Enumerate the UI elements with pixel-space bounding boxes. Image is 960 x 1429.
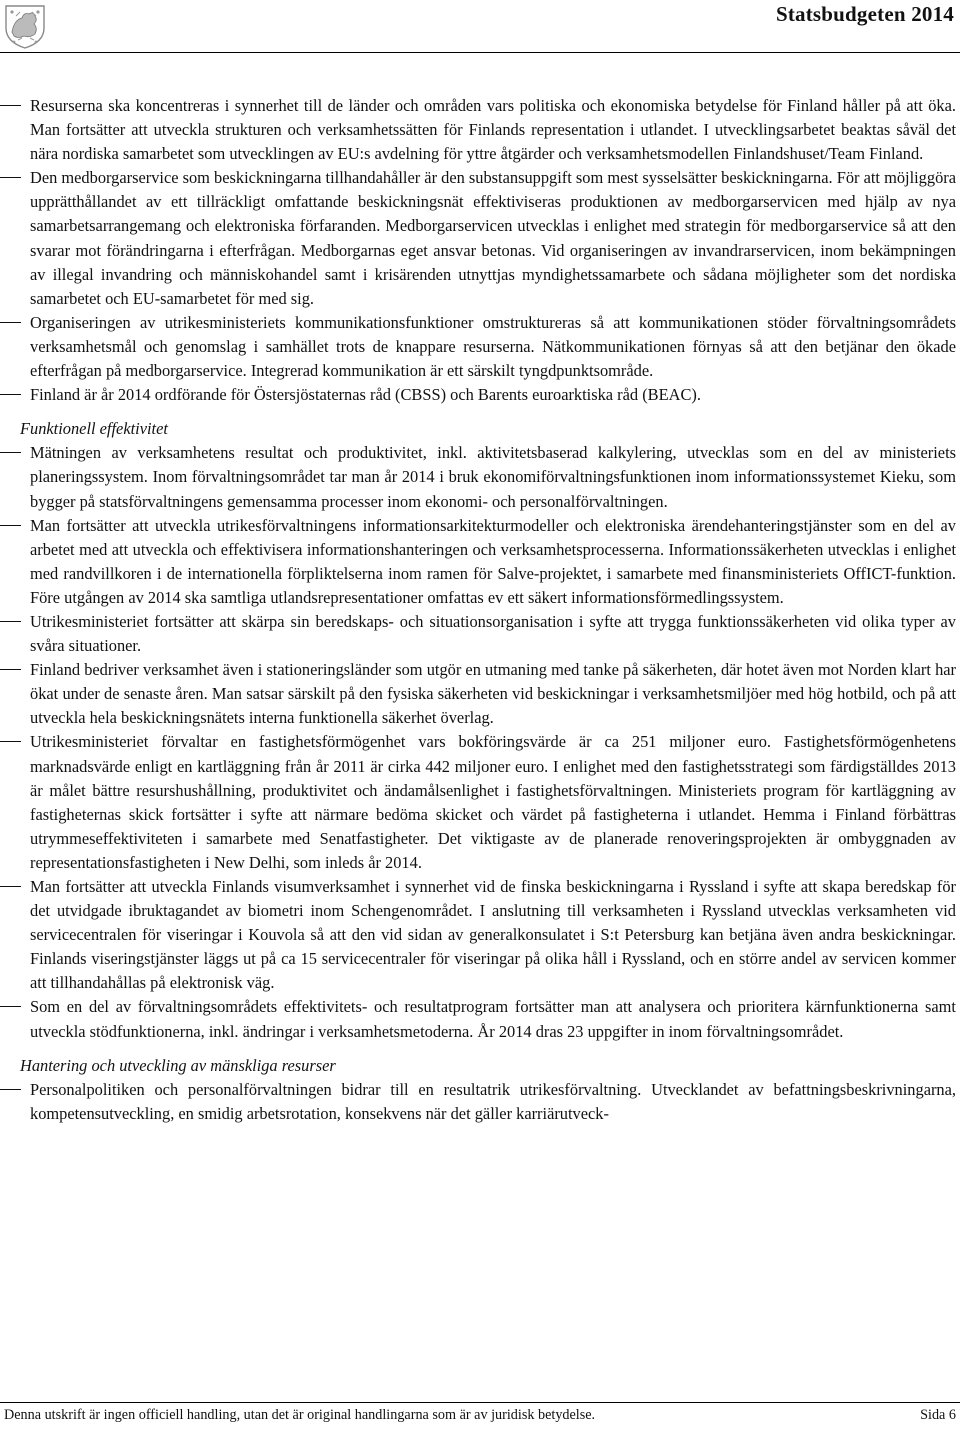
list-item — [0, 441, 956, 513]
list-item — [0, 514, 956, 610]
header-divider — [0, 52, 960, 53]
paragraph-text: Man fortsätter att utveckla utrikesförvaltningens informationsarkitekturmodeller och elektroniska ärendehanteringstjänster som en del av arbetet med att utveckla och effektivisera informationshanteringen och verksamhetsprocesserna. Informationssäkerheten utvecklas i enlighet med randvillkoren i de internationella förpliktelserna inom ramen för Salve-projektet, i samarbete med finansministeriets OffICT-funktion. Före utgången av 2014 ska samtliga utlandsrepresentationer omfattas ev ett säkert informationsförmedlingssystem. — [30, 515, 956, 607]
document-title: Statsbudgeten 2014 — [775, 2, 954, 26]
paragraph-text: Utrikesministeriet fortsätter att skärpa sin beredskaps- och situationsorganisation i syfte att trygga funktionssäkerheten vid olika typer av svåra situationer. — [30, 611, 956, 656]
list-item — [0, 94, 956, 166]
paragraph-text: Den medborgarservice som beskickningarna tillhandahåller är den substansuppgift som mest sysselsätter beskickningarna. För att möjliggöra upprätthållandet av ett tillräckligt omfattande beskickningsnät effektiviseras produktionen av medborgarservicen med hjälp av nya samarbetsarrangemang och elektroniska förfaranden. Medborgarservicen utvecklas i enlighet med strategin för medborgarservice så att den svarar mot förändringarna i efterfrågan. Medborgarnas eget ansvar betonas. Vid organiseringen av invandrarservicen, inom bekämpningen av illegal invandring och människohandel samt i krisärenden utnyttjas myndighetssamarbete och sådana möjligheter som det nordiska samarbetet och EU-samarbetet för med sig. — [30, 168, 956, 308]
list-item — [0, 383, 956, 407]
paragraph-text: Resurserna ska koncentreras i synnerhet till de länder och områden vars politiska och ekonomiska betydelse för Finland håller på att öka. Man fortsätter att utveckla strukturen och verksamhetssätten för Finlands representation i utlandet. I utvecklingsarbetet beaktas såväl det nära nordiska samarbetet som utvecklingen av EU:s avdelning för yttre åtgärder och verksamhetsmodellen Finlandshuset/Team Finland. — [30, 96, 956, 164]
main-content — [0, 94, 956, 1126]
footer-divider — [0, 1402, 960, 1403]
page-header — [0, 0, 960, 52]
paragraph-text: Organiseringen av utrikesministeriets kommunikationsfunktioner omstruktureras så att kommunikationen stöder förvaltningsområdets verksamhetsmål och genomslag i samhället trots de knappare resurserna. Nätkommunikationen förnyas så att den betjänar den ökade efterfrågan på medborgarservice. Integrerad kommunikation är ett särskilt tyngdpunktsområde. — [30, 312, 956, 381]
paragraph-text: Personalpolitiken och personalförvaltningen bidrar till en resultatrik utrikesförvaltning. Utvecklandet av befattningsbeskrivningarna, kompetensutveckling, en smidig arbetsrotation, konsekvens när det gäller karriärutveck- — [30, 1079, 956, 1123]
dash-bullet — [0, 621, 21, 622]
list-item — [0, 995, 956, 1043]
dash-bullet — [0, 525, 21, 526]
dash-bullet — [0, 394, 21, 395]
paragraph-text: Mätningen av verksamhetens resultat och produktivitet, inkl. aktivitetsbaserad kalkylering, utvecklas som en del av ministeriets planeringssystem. Inom förvaltningsområdet tar man år 2014 i bruk ekonomiförvaltningsfunktionen inom informationssystemet Kieku, som bygger på statsförvaltningens gemensamma processer inom ekonomi- och personalförvaltningen. — [30, 443, 956, 511]
dash-bullet — [0, 741, 21, 742]
section-heading: Hantering och utveckling av mänskliga resurser — [20, 1055, 336, 1075]
paragraph-text: Finland är år 2014 ordförande för Östersjöstaternas råd (CBSS) och Barents euroarktiska råd (BEAC). — [30, 385, 701, 405]
list-item — [0, 166, 956, 311]
paragraph-text: Finland bedriver verksamhet även i stationeringsländer som utgör en utmaning med tanke på säkerheten, där hotet även mot Norden klart har ökat under de senaste åren. Man satsar särskilt på den fysiska säkerheten vid beskickningar i verksamhetsmiljöer med hög hotbild, och på att utveckla hela beskickningsnätets interna funktionella säkerhet överlag. — [30, 660, 956, 728]
page-number: Sida 6 — [920, 1407, 956, 1423]
list-item — [0, 730, 956, 875]
list-item — [0, 311, 956, 383]
dash-bullet — [0, 886, 21, 887]
finnish-coat-of-arms-lion-icon — [2, 2, 48, 50]
list-item — [0, 658, 956, 730]
dash-bullet — [0, 177, 21, 178]
dash-bullet — [0, 1089, 21, 1090]
paragraph-text: Som en del av förvaltningsområdets effektivitets- och resultatprogram fortsätter man att analysera och prioritera kärnfunktionerna samt utveckla stödfunktionerna, inkl. ändringar i verksamhetsmetoderna. År 2014 dras 23 uppgifter in inom förvaltningsområdet. — [30, 997, 956, 1041]
paragraph-text: Man fortsätter att utveckla Finlands visumverksamhet i synnerhet vid de finska beskickningarna i Ryssland i syfte att skapa beredskap för det utvidgade ibruktagandet av biometri inom Schengenområdet. I anslutning till verksamheten i Ryssland utvecklas verksamheten vid servicecentralen för viseringar i Kouvola så att den vid sidan av generalkonsulatet i S:t Petersburg kan betjäna även andra beskickningar. Finlands viseringstjänster läggs ut på ca 15 servicecentraler för viseringar på olika håll i Ryssland, och en större andel av servicen kommer att tillhandahållas på elektronisk väg. — [30, 877, 956, 993]
dash-bullet — [0, 669, 21, 670]
dash-bullet — [0, 1006, 21, 1007]
paragraph-text: Utrikesministeriet förvaltar en fastighetsförmögenhet vars bokföringsvärde är ca 251 miljoner euro. Fastighetsförmögenhetens marknadsvärde enligt en kartläggning från år 2011 är cirka 442 miljoner euro. I enlighet med den fastighetsstrategi som färdigställdes 2013 är målet bättre resurshushållning, produktivitet och ändamålsenlighet i fastighetsförvaltningen. Ministeriets program för kartläggning av fastigheternas skick fortsätter i syfte att närmare bedöma skicket och värdet på fastigheterna i utlandet. Hemma i Finland förbättras utrymmeseffektiviteten i samarbete med Senatfastigheter. Det viktigaste av de planerade renoveringsprojekten är ombyggnaden av representationsfastigheten i New Delhi, som inleds år 2014. — [30, 732, 956, 872]
section-heading: Funktionell effektivitet — [20, 419, 168, 439]
list-item — [0, 875, 956, 995]
dash-bullet — [0, 105, 21, 106]
list-item — [0, 610, 956, 658]
legal-disclaimer: Denna utskrift är ingen officiell handling, utan det är original handlingarna som är av juridisk betydelse. — [4, 1407, 596, 1423]
list-item — [0, 1078, 956, 1126]
dash-bullet — [0, 452, 21, 453]
dash-bullet — [0, 322, 21, 323]
